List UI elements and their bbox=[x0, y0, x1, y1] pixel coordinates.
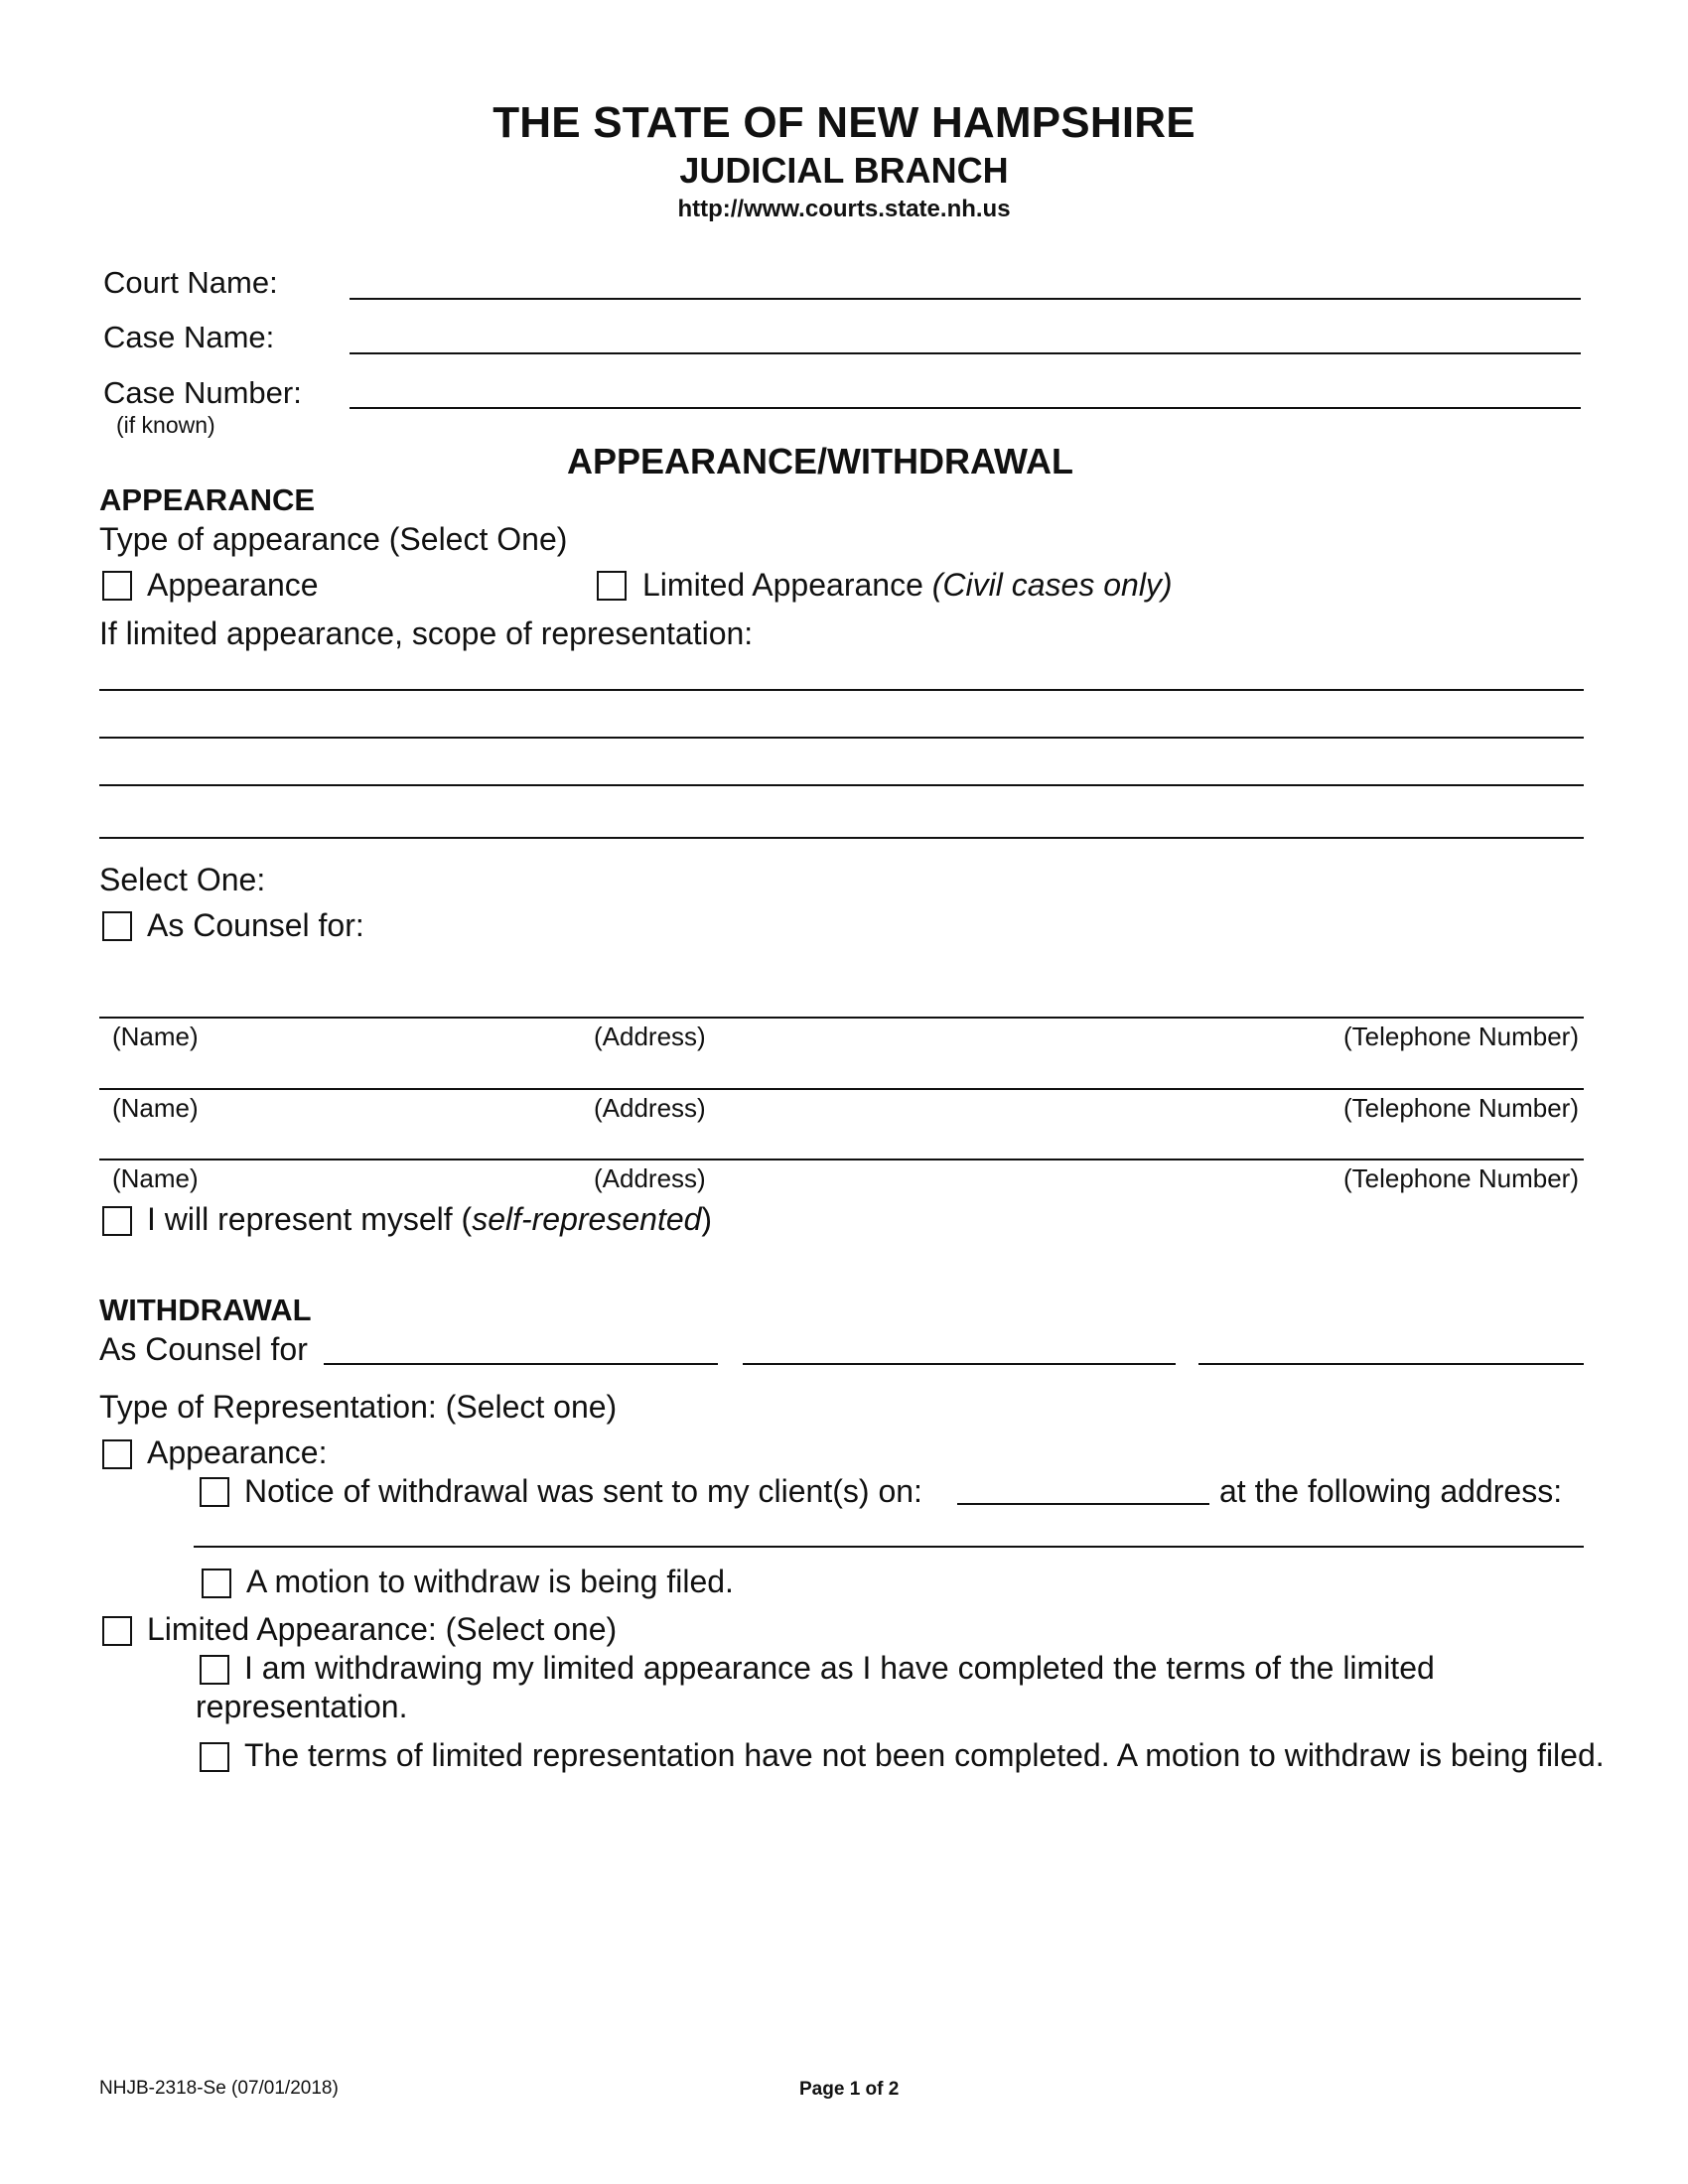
notice-sent-checkbox[interactable] bbox=[200, 1477, 229, 1507]
court-name-line bbox=[350, 298, 1581, 300]
motion-filed-checkbox[interactable] bbox=[202, 1569, 231, 1598]
branch-title: JUDICIAL BRANCH bbox=[679, 150, 1009, 191]
withdrawal-heading: WITHDRAWAL bbox=[99, 1293, 312, 1327]
appearance-checkbox[interactable] bbox=[102, 571, 132, 601]
withdrawal-counsel-for-label: As Counsel for bbox=[99, 1331, 308, 1367]
counsel-for-label: As Counsel for: bbox=[147, 907, 364, 943]
case-name-line bbox=[350, 352, 1581, 354]
limited-completed-label: I am withdrawing my limited appearance as I have completed the terms of the limited representation. bbox=[196, 1650, 1435, 1724]
client-address-caption: (Address) bbox=[594, 1093, 706, 1123]
self-rep-italic: self-represented bbox=[472, 1201, 702, 1237]
case-name-field[interactable] bbox=[350, 317, 1581, 352]
court-url: http://www.courts.state.nh.us bbox=[677, 196, 1011, 222]
client-line-2[interactable] bbox=[99, 1088, 1584, 1090]
limited-not-completed-label: The terms of limited representation have not been completed. A motion to withdraw is being filed. bbox=[244, 1737, 1605, 1773]
withdrawal-client-line-1[interactable] bbox=[324, 1363, 718, 1365]
court-name-label: Court Name: bbox=[103, 265, 278, 300]
counsel-for-checkbox[interactable] bbox=[102, 911, 132, 941]
scope-line-1[interactable] bbox=[99, 689, 1584, 691]
withdrawal-client-line-3[interactable] bbox=[1198, 1363, 1584, 1365]
limited-appearance-label: Limited Appearance bbox=[642, 567, 923, 603]
self-represented-label bbox=[147, 1201, 712, 1238]
client-phone-caption: (Telephone Number) bbox=[1342, 1163, 1579, 1193]
client-name-caption: (Name) bbox=[112, 1163, 199, 1193]
client-phone-caption: (Telephone Number) bbox=[1342, 1022, 1579, 1051]
client-line-3[interactable] bbox=[99, 1159, 1584, 1160]
select-one-label: Select One: bbox=[99, 862, 266, 897]
scope-line-4[interactable] bbox=[99, 837, 1584, 839]
self-rep-prefix: I will represent myself ( bbox=[147, 1201, 473, 1237]
court-name-field[interactable] bbox=[350, 262, 1581, 298]
page-number: Page 1 of 2 bbox=[799, 2079, 900, 2100]
client-address-caption: (Address) bbox=[594, 1022, 706, 1051]
notice-date-line[interactable] bbox=[957, 1503, 1209, 1505]
case-name-label: Case Name: bbox=[103, 320, 275, 354]
case-number-label: Case Number: bbox=[103, 375, 302, 410]
form-id: NHJB-2318-Se (07/01/2018) bbox=[99, 2078, 339, 2099]
client-line-1[interactable] bbox=[99, 1017, 1584, 1019]
form-title: APPEARANCE/WITHDRAWAL bbox=[567, 441, 1073, 481]
limited-appearance-option bbox=[642, 567, 1173, 604]
state-title: THE STATE OF NEW HAMPSHIRE bbox=[492, 98, 1196, 147]
scope-line-2[interactable] bbox=[99, 737, 1584, 739]
self-rep-suffix: ) bbox=[701, 1201, 713, 1237]
client-address-caption: (Address) bbox=[594, 1163, 706, 1193]
scope-label: If limited appearance, scope of representation: bbox=[99, 615, 754, 651]
client-phone-caption: (Telephone Number) bbox=[1342, 1093, 1579, 1123]
appearance-option-label: Appearance bbox=[147, 567, 319, 603]
withdrawal-limited-label: Limited Appearance: (Select one) bbox=[147, 1611, 618, 1647]
notice-sent-label: Notice of withdrawal was sent to my client(s) on: bbox=[244, 1473, 922, 1509]
withdrawal-appearance-label: Appearance: bbox=[147, 1434, 328, 1470]
civil-cases-note: (Civil cases only) bbox=[931, 567, 1173, 603]
motion-filed-label: A motion to withdraw is being filed. bbox=[246, 1564, 734, 1599]
representation-type-label: Type of Representation: (Select one) bbox=[99, 1389, 618, 1425]
withdrawal-limited-checkbox[interactable] bbox=[102, 1616, 132, 1646]
withdrawal-appearance-checkbox[interactable] bbox=[102, 1439, 132, 1469]
client-name-caption: (Name) bbox=[112, 1093, 199, 1123]
notice-address-label: at the following address: bbox=[1219, 1473, 1563, 1509]
withdrawal-client-line-2[interactable] bbox=[743, 1363, 1176, 1365]
appearance-heading: APPEARANCE bbox=[99, 482, 316, 517]
if-known-note: (if known) bbox=[116, 412, 215, 438]
appearance-type-label: Type of appearance (Select One) bbox=[99, 521, 568, 557]
self-represented-checkbox[interactable] bbox=[102, 1206, 132, 1236]
limited-appearance-checkbox[interactable] bbox=[597, 571, 627, 601]
scope-line-3[interactable] bbox=[99, 784, 1584, 786]
client-name-caption: (Name) bbox=[112, 1022, 199, 1051]
case-number-field[interactable] bbox=[350, 372, 1581, 408]
notice-address-line[interactable] bbox=[194, 1546, 1584, 1548]
case-number-line bbox=[350, 407, 1581, 409]
